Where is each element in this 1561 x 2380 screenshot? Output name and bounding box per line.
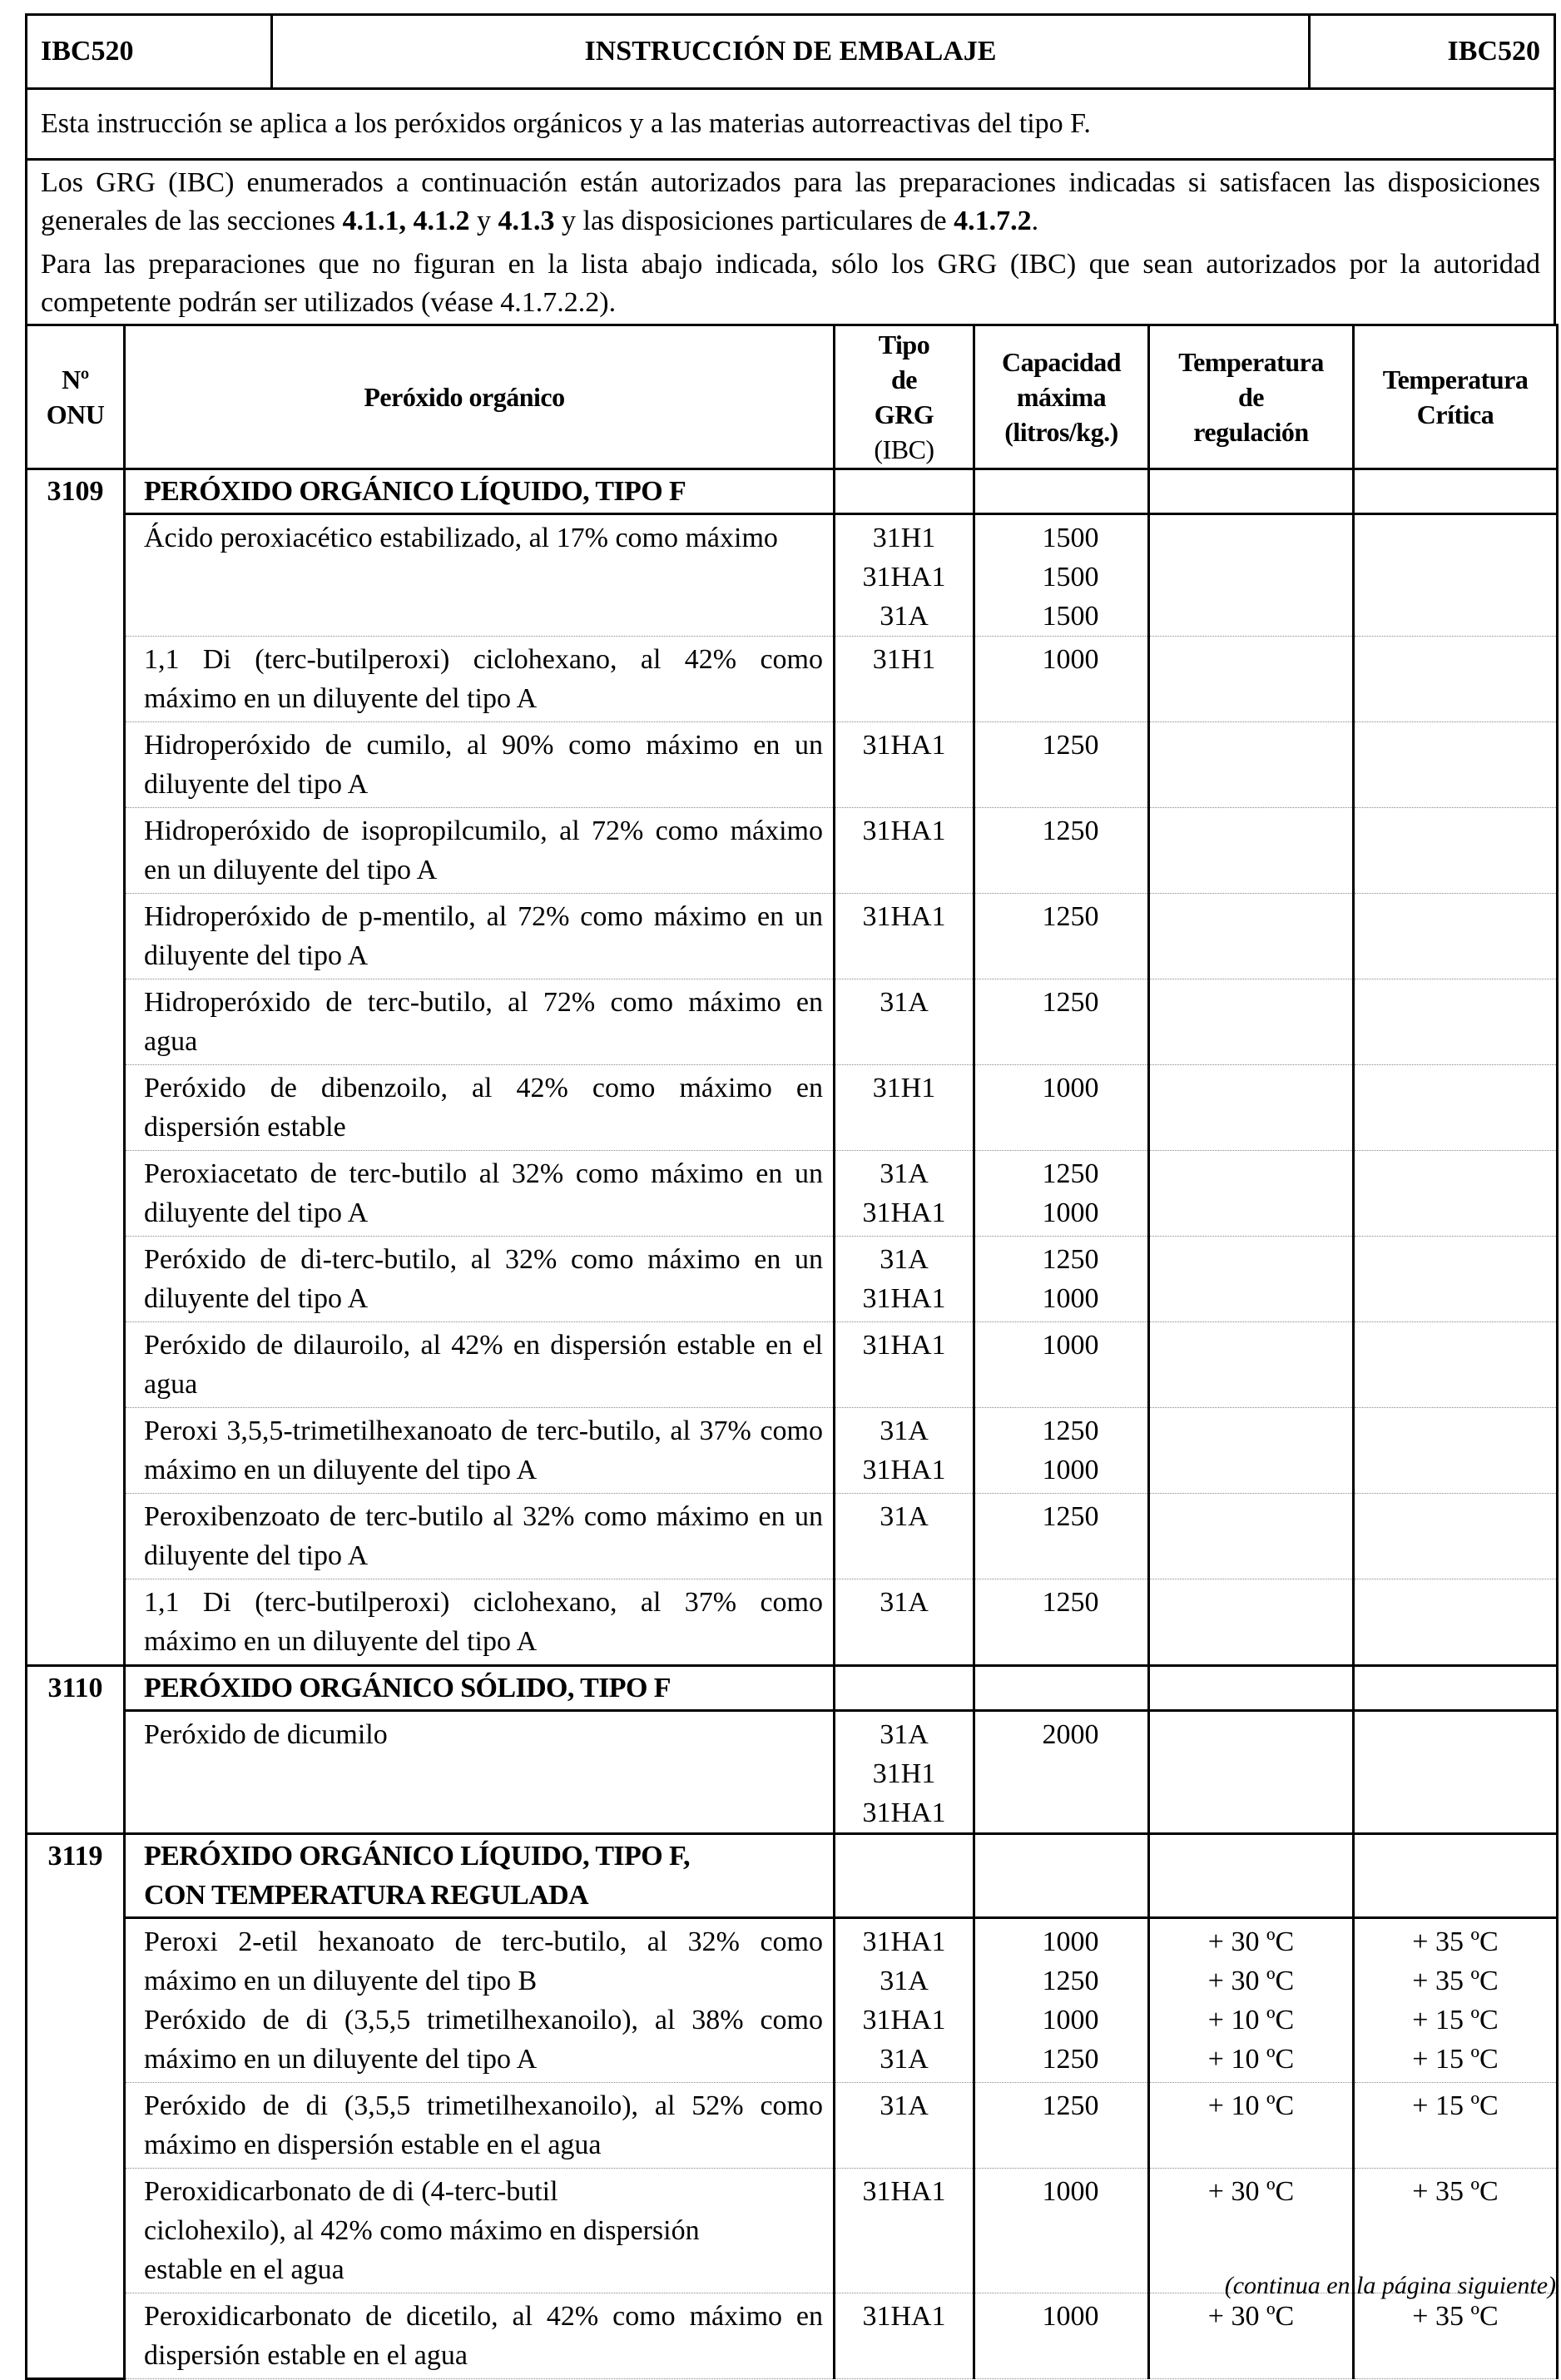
peroxide-name: Peroxi 3,5,5-trimetilhexanoato de terc-butilo, al 37% como máximo en un diluyente del tipo A bbox=[125, 1408, 835, 1494]
ibc-type: 31A 31H1 31HA1 bbox=[835, 1711, 974, 1834]
table-row bbox=[27, 1322, 1558, 1408]
peroxide-name: Hidroperóxido de p-mentilo, al 72% como máximo en un diluyente del tipo A bbox=[125, 894, 835, 979]
col-header-critical-temp: Temperatura Crítica bbox=[1354, 325, 1558, 469]
code-left: IBC520 bbox=[27, 15, 272, 89]
peroxide-name: Peróxido de dilauroilo, al 42% en dispersión estable en el agua bbox=[125, 1322, 835, 1408]
table-row bbox=[27, 2083, 1558, 2169]
un-number: 3110 bbox=[27, 1666, 125, 1834]
peroxide-table bbox=[25, 324, 1559, 2380]
critical-temperature bbox=[1354, 1494, 1558, 1579]
peroxide-name: Hidroperóxido de terc-butilo, al 72% como máximo en agua bbox=[125, 979, 835, 1065]
group-row bbox=[27, 1666, 1558, 1711]
empty-cell bbox=[1354, 1666, 1558, 1711]
general-paragraph-1: Los GRG (IBC) enumerados a continuación están autorizados para las preparaciones indicadas si satisfacen las disposiciones generales de las secciones 4.1.1, 4.1.2 y 4.1.3 y las disposiciones particulares de 4.1.7.2. bbox=[41, 167, 1540, 236]
ibc-type: 31HA1 bbox=[835, 722, 974, 808]
control-temperature: + 30 ºC bbox=[1149, 2169, 1354, 2293]
ibc-type: 31A 31HA1 bbox=[835, 1408, 974, 1494]
max-capacity: 1250 1000 bbox=[974, 1151, 1149, 1237]
critical-temperature: + 35 ºC bbox=[1354, 2169, 1558, 2293]
max-capacity: 1250 bbox=[974, 2083, 1149, 2169]
ibc-type: 31A bbox=[835, 979, 974, 1065]
control-temperature bbox=[1149, 1151, 1354, 1237]
max-capacity: 1250 1000 bbox=[974, 1237, 1149, 1322]
peroxide-name: Peróxido de di (3,5,5 trimetilhexanoilo), al 52% como máximo en dispersión estable en el agua bbox=[125, 2083, 835, 2169]
peroxide-name: Hidroperóxido de cumilo, al 90% como máximo en un diluyente del tipo A bbox=[125, 722, 835, 808]
table-row bbox=[27, 1579, 1558, 1666]
empty-cell bbox=[1354, 469, 1558, 514]
code-right: IBC520 bbox=[1310, 15, 1555, 89]
empty-cell bbox=[974, 469, 1149, 514]
control-temperature bbox=[1149, 808, 1354, 894]
max-capacity: 1000 bbox=[974, 637, 1149, 722]
peroxide-name: Peroxidicarbonato de di (4-terc-butil ciclohexilo), al 42% como máximo en dispersión estable en el agua bbox=[125, 2169, 835, 2293]
empty-cell bbox=[974, 1666, 1149, 1711]
control-temperature bbox=[1149, 1322, 1354, 1408]
control-temperature bbox=[1149, 1579, 1354, 1666]
control-temperature bbox=[1149, 1237, 1354, 1322]
table-row bbox=[27, 514, 1558, 637]
peroxide-name: Peroxidicarbonato de dicetilo, al 42% como máximo en dispersión estable en el agua bbox=[125, 2293, 835, 2379]
ibc-type: 31H1 bbox=[835, 637, 974, 722]
max-capacity: 1250 1000 bbox=[974, 1408, 1149, 1494]
table-row bbox=[27, 808, 1558, 894]
control-temperature: + 10 ºC bbox=[1149, 2083, 1354, 2169]
critical-temperature bbox=[1354, 722, 1558, 808]
max-capacity: 1000 bbox=[974, 1065, 1149, 1151]
control-temperature: + 30 ºC bbox=[1149, 2293, 1354, 2379]
critical-temperature bbox=[1354, 1237, 1558, 1322]
ibc-type: 31HA1 bbox=[835, 2169, 974, 2293]
packing-instruction-document bbox=[25, 13, 1556, 2380]
max-capacity: 1500 1500 1500 bbox=[974, 514, 1149, 637]
control-temperature bbox=[1149, 722, 1354, 808]
ibc-type: 31HA1 bbox=[835, 1322, 974, 1408]
max-capacity: 1250 bbox=[974, 979, 1149, 1065]
empty-cell bbox=[1149, 1666, 1354, 1711]
table-row bbox=[27, 1711, 1558, 1834]
critical-temperature bbox=[1354, 1065, 1558, 1151]
table-row bbox=[27, 637, 1558, 722]
critical-temperature bbox=[1354, 1408, 1558, 1494]
ibc-type: 31H1 31HA1 31A bbox=[835, 514, 974, 637]
critical-temperature bbox=[1354, 1322, 1558, 1408]
max-capacity: 2000 bbox=[974, 1711, 1149, 1834]
group-row bbox=[27, 469, 1558, 514]
table-row bbox=[27, 1408, 1558, 1494]
critical-temperature: + 15 ºC bbox=[1354, 2083, 1558, 2169]
table-row bbox=[27, 1237, 1558, 1322]
table-row bbox=[27, 1494, 1558, 1579]
empty-cell bbox=[835, 1666, 974, 1711]
col-header-control-temp: Temperatura de regulación bbox=[1149, 325, 1354, 469]
scope-statement: Esta instrucción se aplica a los peróxidos orgánicos y a las materias autorreactivas del tipo F. bbox=[27, 89, 1555, 160]
col-header-capacity: Capacidad máxima (litros/kg.) bbox=[974, 325, 1149, 469]
ibc-type: 31HA1 31A 31HA1 31A bbox=[835, 1918, 974, 2083]
control-temperature bbox=[1149, 1408, 1354, 1494]
empty-cell bbox=[1149, 1834, 1354, 1918]
empty-cell bbox=[835, 469, 974, 514]
critical-temperature: + 35 ºC + 35 ºC + 15 ºC + 15 ºC bbox=[1354, 1918, 1558, 2083]
un-number: 3109 bbox=[27, 469, 125, 1666]
table-row bbox=[27, 894, 1558, 979]
control-temperature bbox=[1149, 1494, 1354, 1579]
max-capacity: 1000 bbox=[974, 2169, 1149, 2293]
control-temperature bbox=[1149, 1065, 1354, 1151]
table-header-row bbox=[27, 325, 1558, 469]
max-capacity: 1000 bbox=[974, 1322, 1149, 1408]
critical-temperature bbox=[1354, 979, 1558, 1065]
ibc-type: 31H1 bbox=[835, 1065, 974, 1151]
peroxide-name: Peroxi 2-etil hexanoato de terc-butilo, al 32% como máximo en un diluyente del tipo B Peróxido de di (3,5,5 trimetilhexanoilo), al 38% como máximo en un diluyente del tipo A bbox=[125, 1918, 835, 2083]
ibc-type: 31HA1 bbox=[835, 808, 974, 894]
empty-cell bbox=[974, 1834, 1149, 1918]
ibc-type: 31A 31HA1 bbox=[835, 1151, 974, 1237]
continuation-note: (continua en la página siguiente) bbox=[1224, 2272, 1556, 2299]
general-provisions bbox=[27, 160, 1555, 325]
critical-temperature bbox=[1354, 1579, 1558, 1666]
max-capacity: 1250 bbox=[974, 894, 1149, 979]
peroxide-name: Ácido peroxiacético estabilizado, al 17% como máximo bbox=[125, 514, 835, 637]
max-capacity: 1250 bbox=[974, 808, 1149, 894]
group-title: PERÓXIDO ORGÁNICO LÍQUIDO, TIPO F, CON TEMPERATURA REGULADA bbox=[125, 1834, 835, 1918]
empty-cell bbox=[1354, 1834, 1558, 1918]
group-title: PERÓXIDO ORGÁNICO LÍQUIDO, TIPO F bbox=[125, 469, 835, 514]
critical-temperature: + 35 ºC bbox=[1354, 2293, 1558, 2379]
table-row bbox=[27, 1065, 1558, 1151]
control-temperature bbox=[1149, 514, 1354, 637]
table-row bbox=[27, 722, 1558, 808]
table-body bbox=[27, 469, 1558, 2379]
col-header-peroxide: Peróxido orgánico bbox=[125, 325, 835, 469]
ibc-type: 31A bbox=[835, 1494, 974, 1579]
ibc-type: 31A bbox=[835, 2083, 974, 2169]
control-temperature bbox=[1149, 894, 1354, 979]
peroxide-name: Hidroperóxido de isopropilcumilo, al 72% como máximo en un diluyente del tipo A bbox=[125, 808, 835, 894]
ibc-type: 31A bbox=[835, 1579, 974, 1666]
col-header-ibc-type: Tipo de GRG (IBC) bbox=[835, 325, 974, 469]
general-paragraph-2: Para las preparaciones que no figuran en la lista abajo indicada, sólo los GRG (IBC) que sean autorizados por la autoridad competente podrán ser utilizados (véase 4.1.7.2.2). bbox=[41, 249, 1540, 318]
table-row bbox=[27, 1918, 1558, 2083]
critical-temperature bbox=[1354, 637, 1558, 722]
un-number: 3119 bbox=[27, 1834, 125, 2379]
control-temperature: + 30 ºC + 30 ºC + 10 ºC + 10 ºC bbox=[1149, 1918, 1354, 2083]
critical-temperature bbox=[1354, 808, 1558, 894]
table-row bbox=[27, 2293, 1558, 2379]
peroxide-name: Peroxiacetato de terc-butilo al 32% como máximo en un diluyente del tipo A bbox=[125, 1151, 835, 1237]
document-title: INSTRUCCIÓN DE EMBALAJE bbox=[272, 15, 1310, 89]
peroxide-name: Peroxibenzoato de terc-butilo al 32% como máximo en un diluyente del tipo A bbox=[125, 1494, 835, 1579]
group-title: PERÓXIDO ORGÁNICO SÓLIDO, TIPO F bbox=[125, 1666, 835, 1711]
control-temperature bbox=[1149, 637, 1354, 722]
critical-temperature bbox=[1354, 514, 1558, 637]
peroxide-name: 1,1 Di (terc-butilperoxi) ciclohexano, al 42% como máximo en un diluyente del tipo A bbox=[125, 637, 835, 722]
max-capacity: 1250 bbox=[974, 722, 1149, 808]
ibc-type: 31HA1 bbox=[835, 894, 974, 979]
col-header-onu: Nº ONU bbox=[27, 325, 125, 469]
critical-temperature bbox=[1354, 1151, 1558, 1237]
peroxide-name: Peróxido de di-terc-butilo, al 32% como máximo en un diluyente del tipo A bbox=[125, 1237, 835, 1322]
peroxide-name: Peróxido de dicumilo bbox=[125, 1711, 835, 1834]
table-row bbox=[27, 979, 1558, 1065]
max-capacity: 1000 1250 1000 1250 bbox=[974, 1918, 1149, 2083]
peroxide-name: Peróxido de dibenzoilo, al 42% como máximo en dispersión estable bbox=[125, 1065, 835, 1151]
max-capacity: 1250 bbox=[974, 1494, 1149, 1579]
control-temperature bbox=[1149, 979, 1354, 1065]
max-capacity: 1250 bbox=[974, 1579, 1149, 1666]
max-capacity: 1000 bbox=[974, 2293, 1149, 2379]
ibc-type: 31A 31HA1 bbox=[835, 1237, 974, 1322]
critical-temperature bbox=[1354, 894, 1558, 979]
control-temperature bbox=[1149, 1711, 1354, 1834]
critical-temperature bbox=[1354, 1711, 1558, 1834]
group-row bbox=[27, 1834, 1558, 1918]
empty-cell bbox=[1149, 469, 1354, 514]
empty-cell bbox=[835, 1834, 974, 1918]
table-row bbox=[27, 1151, 1558, 1237]
header-table bbox=[25, 13, 1556, 326]
ibc-type: 31HA1 bbox=[835, 2293, 974, 2379]
peroxide-name: 1,1 Di (terc-butilperoxi) ciclohexano, al 37% como máximo en un diluyente del tipo A bbox=[125, 1579, 835, 1666]
